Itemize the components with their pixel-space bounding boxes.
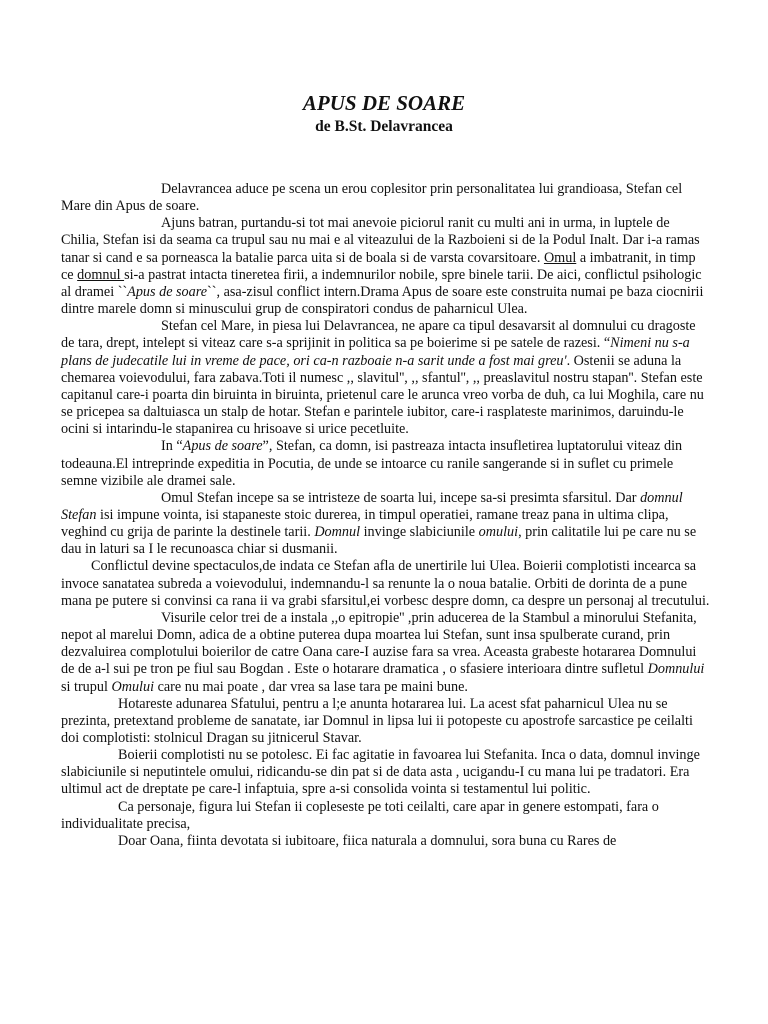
- text-run: invinge slabiciunile: [360, 524, 479, 541]
- text-run: ”, Stefan, ca domn, isi pastreaza intacta insufletirea luptatorului viteaz din todeauna.El intreprinde expeditia in Pocutia, de unde se intoarce cu ranile sangerande si in suflet cu primele semne vizibile ale dramei sale.: [61, 438, 683, 489]
- italic-phrase: omului: [478, 524, 519, 541]
- paragraph-11: Doar Oana, fiinta devotata si iubitoare, fiica naturala a domnului, sora buna cu Rares de: [118, 832, 617, 849]
- paragraph-3: [61, 318, 711, 438]
- document-subtitle: de B.St. Delavrancea: [315, 118, 453, 135]
- paragraph-5: [61, 490, 711, 559]
- paragraph-6: Conflictul devine spectaculos,de indata ce Stefan afla de unertirile lui Ulea. Boierii complotisti incearca sa invoce sanatatea subreda a voievodului, indemnandu-l sa renunte la o noua batalie. Orbiti de dorinta de a pune mana pe putere si convinsi ca rana ii va grabi sfarsitul,ei vorbesc despre domn, ca despre un personaj al trecutului.: [61, 558, 710, 609]
- italic-phrase: Domnului: [647, 661, 705, 678]
- underlined-word-domnul: domnul: [77, 266, 125, 283]
- italic-title: Apus de soare: [182, 438, 263, 455]
- text-run: Stefan cel Mare, in piesa lui Delavrancea, ne apare ca tipul desavarsit al domnului cu dragoste de tara, drept, intelept si viteaz care s-a sprijinit in politica sa pe boierime si pe satele de razesi. “: [61, 318, 696, 352]
- paragraph-10: Ca personaje, figura lui Stefan ii copleseste pe toti ceilalti, care apar in genere estompati, fara o individualitate precisa,: [61, 798, 659, 832]
- text-run: , prin calitatile lui pe care nu se dau in laturi sa I le recunoasca chiar si dusmanii.: [61, 524, 697, 558]
- text-run: Visurile celor trei de a instala ,,o epitropie'' ,prin aducerea de la Stambul a minorului Stefanita, nepot al marelui Domn, adica de a obtine puterea dupa moartea lui Stefan, sunt insa spulberate curand, prin dezvaluirea complotului boierilor de catre Oana care-I auzise fara sa vrea. Aceasta grabeste hotararea Domnului de de a-l sui pe tron pe fiul sau Bogdan . Este o hotarare dramatica , o sfasiere interioara dintre sufletul: [61, 609, 697, 678]
- italic-quote: Nimeni nu s-a plans de judecatile lui in vreme de pace, ori ca-n razboaie n-a sarit unde a fost mai greu': [61, 335, 690, 369]
- text-run: Omul Stefan incepe sa se intristeze de soarta lui, incepe sa-si presimta sfarsitul. Dar: [161, 489, 641, 506]
- text-run: . Ostenii se aduna la chemarea voievodului, fara zabava.Toti il numesc ,, slavitul'', ,, sfantul'', ,, preaslavitul nostru stapan''. Stefan este capitanul care-i poarta din biruinta in biruinta, prietenul care le arunca vreo vorba de duh, ca lui Moghila, care nu se pricepea sa daltuiasca un stalp de hotar. Stefan e parintele iubitor, care-i rasplateste marinimos, daruindu-le ocini si intarindu-le stapanirea cu hrisoave si urice pecetluite.: [61, 352, 704, 438]
- text-run: In “: [161, 438, 183, 455]
- paragraph-9: Boierii complotisti nu se potolesc. Ei fac agitatie in favoarea lui Stefanita. Inca o data, domnul invinge slabiciunile si neputintele omului, ridicandu-se din pat si de data asta , ucigandu-I cu mana lui pe tradatori. Era ultimul act de dreptate pe care-l infaptuia, spre a-si consolida vointa si testamentul lui politic.: [61, 747, 700, 798]
- text-run: si trupul: [61, 678, 112, 695]
- document-body: [61, 181, 711, 850]
- italic-title: Apus de soare: [127, 283, 208, 300]
- paragraph-8: Hotareste adunarea Sfatului, pentru a l;e anunta hotararea lui. La acest sfat paharnicul Ulea nu se prezinta, pretextand probleme de sanatate, iar Domnul in lipsa lui ii potopeste cu apostrofe sarcastice pe ceilalti doi complotisti: stolnicul Dragan su jitnicerul Stavar.: [61, 695, 693, 746]
- text-run: si-a pastrat intacta tineretea firii, a indemnurilor nobile, spre binele tarii. De aici, conflictul psihologic al dramei ``: [61, 266, 702, 300]
- paragraph-4: [61, 438, 711, 489]
- italic-phrase: Omului: [111, 678, 155, 695]
- text-run: care nu mai poate , dar vrea sa lase tara pe maini bune.: [154, 678, 468, 695]
- paragraph-7: [61, 610, 711, 696]
- text-run: a imbatranit, in timp ce: [61, 249, 696, 283]
- paragraph-2: [61, 215, 711, 318]
- text-run: isi impune vointa, isi stapaneste stoic durerea, in timpul operatiei, ramane treaz pana in ultima clipa, veghind cu grija de parinte la destinele tarii.: [61, 506, 669, 541]
- document-title: APUS DE SOARE: [302, 91, 466, 115]
- paragraph-1: Delavrancea aduce pe scena un erou coplesitor prin personalitatea lui grandioasa, Stefan cel Mare din Apus de soare.: [61, 181, 683, 215]
- italic-phrase: domnul Stefan: [61, 489, 683, 523]
- text-run: ``, asa-zisul conflict intern.Drama Apus de soare este construita numai pe baza ciocnirii dintre marele domn si minuscului grup de conspiratori condus de paharnicul Ulea.: [61, 283, 704, 318]
- text-run: Ajuns batran, purtandu-si tot mai anevoie piciorul ranit cu multi ani in urma, in luptele de Chilia, Stefan isi da seama ca trupul sau nu mai e al viteazului de la Razboieni si de la Podul Inalt. Dar i-a ramas tanar si cand e sa porneasca la batalie parca uita si de boala si de varsta covarsitoare.: [61, 215, 700, 266]
- italic-phrase: Domnul: [314, 524, 361, 541]
- underlined-word-omul: Omul: [543, 249, 577, 266]
